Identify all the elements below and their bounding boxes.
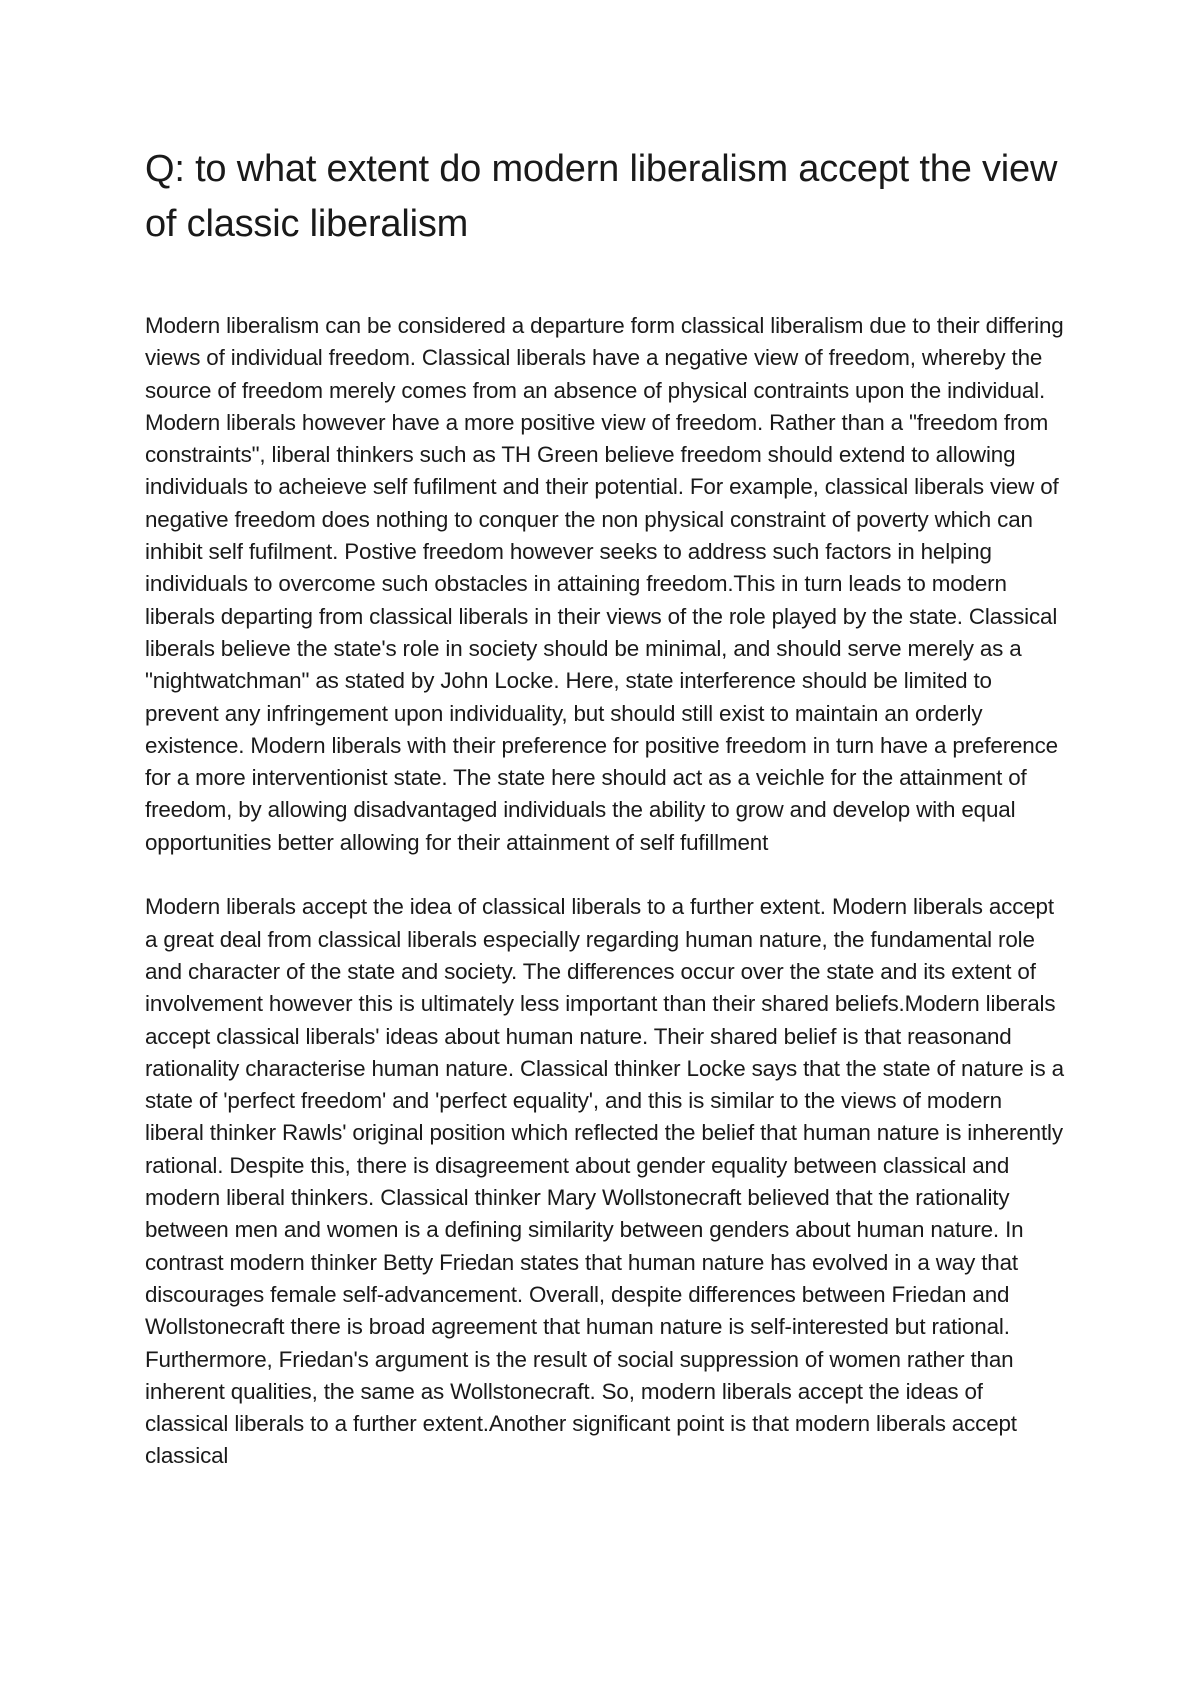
document-title: Q: to what extent do modern liberalism accept the view of classic liberalism (145, 148, 1058, 245)
paragraph-freedom: Modern liberalism can be considered a departure form classical liberalism due to their differing views of individual freedom. Classical liberals have a negative view of freedom, whereby the source of freedom merely comes from an absence of physical contraints upon the individual. Modern liberals however have a more positive view of freedom. Rather than a "freedom from constraints", liberal thinkers such as TH Green believe freedom should extend to allowing individuals to acheieve self fufilment and their potential. For example, classical liberals view of negative freedom does nothing to conquer the non physical constraint of poverty which can inhibit self fufilment. Postive freedom however seeks to address such factors in helping individuals to overcome such obstacles in attaining freedom.This in turn leads to modern liberals departing from classical liberals in their views of the role played by the state. Classical liberals believe the state's role in society should be minimal, and should serve merely as a "nightwatchman" as stated by John Locke. Here, state interference should be limited to prevent any infringement upon individuality, but should still exist to maintain an orderly existence. Modern liberals with their preference for positive freedom in turn have a preference for a more interventionist state. The state here should act as a veichle for the attainment of freedom, by allowing disadvantaged individuals the ability to grow and develop with equal opportunities better allowing for their attainment of self fufillment (145, 313, 1064, 855)
document-body (145, 142, 1065, 1505)
paragraph-human-nature: Modern liberals accept the idea of classical liberals to a further extent. Modern liberals accept a great deal from classical liberals especially regarding human nature, the fundamental role and character of the state and society. The differences occur over the state and its extent of involvement however this is ultimately less important than their shared beliefs.Modern liberals accept classical liberals' ideas about human nature. Their shared belief is that reasonand rationality characterise human nature. Classical thinker Locke says that the state of nature is a state of 'perfect freedom' and 'perfect equality', and this is similar to the views of modern liberal thinker Rawls' original position which reflected the belief that human nature is inherently rational. Despite this, there is disagreement about gender equality between classical and modern liberal thinkers. Classical thinker Mary Wollstonecraft believed that the rationality between men and women is a defining similarity between genders about human nature. In contrast modern thinker Betty Friedan states that human nature has evolved in a way that discourages female self-advancement. Overall, despite differences between Friedan and Wollstonecraft there is broad agreement that human nature is self-interested but rational. Furthermore, Friedan's argument is the result of social suppression of women rather than inherent qualities, the same as Wollstonecraft. So, modern liberals accept the ideas of classical liberals to a further extent.Another significant point is that modern liberals accept classical (145, 894, 1064, 1469)
